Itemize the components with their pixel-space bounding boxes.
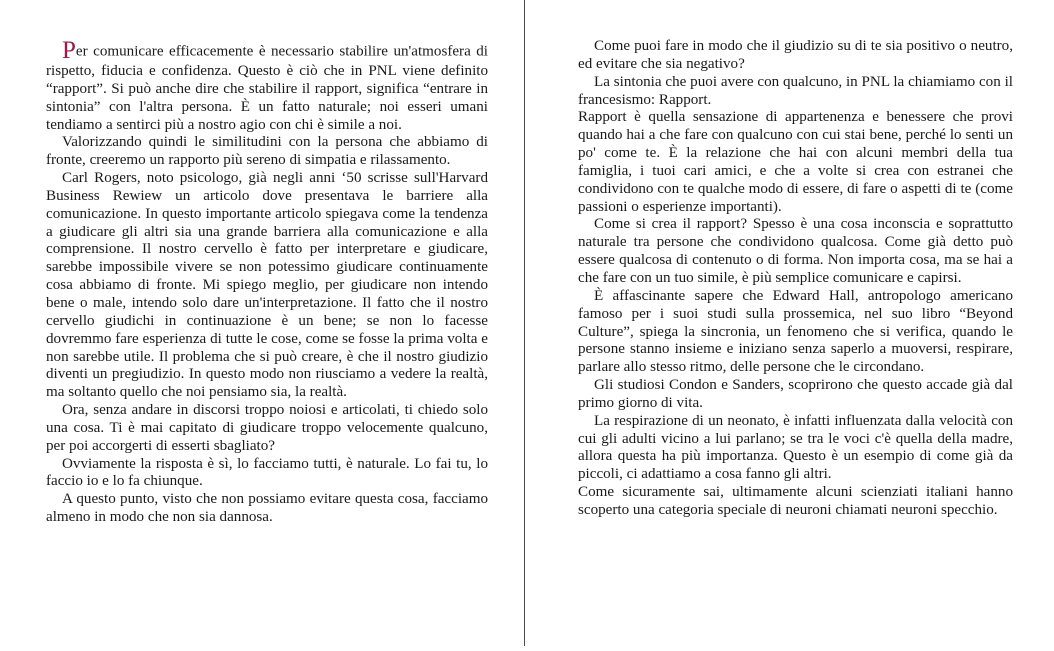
left-text-column [46,38,488,527]
paragraph: Come puoi fare in modo che il giudizio su di te sia positivo o neutro, ed evitare che sia negativo? [578,38,1013,72]
column-divider-rule [524,0,525,646]
paragraph: Rapport è quella sensazione di appartenenza e benessere che provi quando hai a che fare con qualcuno con cui stai bene, perché lo senti un po' come te. È la relazione che hai con alcuni membri della tua famiglia, i tuoi cari amici, e che a volte si crea con estranei che condividono con te qualche modo di essere, di fare o aspetti di te (come passioni o esperienze importanti). [578,109,1013,215]
paragraph: Valorizzando quindi le similitudini con la persona che abbiamo di fronte, creeremo un rapporto più sereno di simpatia e rilassamento. [46,134,488,169]
paragraph: La respirazione di un neonato, è infatti influenzata dalla velocità con cui gli adulti vicino a lui parlano; se tra le voci c'è quella della madre, allora questa ha più importanza. Questo è un esempio di come già da piccoli, ci adattiamo a cosa fanno gli altri. [578,412,1013,483]
paragraph: Come si crea il rapport? Spesso è una cosa inconscia e soprattutto naturale tra persone che condividono qualcosa. Come già detto può essere qualcosa di contenuto o di forma. Non importa cosa, ma se hai a che fare con un tuo simile, è più semplice comunicare e capirsi. [578,216,1013,286]
paragraph: Gli studiosi Condon e Sanders, scoprirono che questo accade già dal primo giorno di vita. [578,377,1013,411]
right-text-column [578,38,1013,520]
paragraph: Ovviamente la risposta è sì, lo facciamo tutti, è naturale. Lo fai tu, lo faccio io e lo fa chiunque. [46,455,488,490]
paragraph: Carl Rogers, noto psicologo, già negli anni ‘50 scrisse sull'Harvard Business Rewiew un articolo dove presentava le barriere alla comunicazione. In questo importante articolo spiegava come la tendenza a giudicare gli altri sia una grande barriera alla comunicazione e alla comprensione. Il nostro cervello è fatto per interpretare e giudicare, sarebbe impossibile vivere se non potessimo giudicare continuamente cosa abbiamo di fronte. Mi spiego meglio, per giudicare non intendo bene o male, intendo solo dare un'interpretazione. Il fatto che il nostro cervello giudichi in continuazione è un bene; se non lo facesse dovremmo fare esperienza di tutte le cose, come se fosse la prima volta e non sarebbe utile. Il problema che si può creare, è che il nostro giudizio diventi un pregiudizio. In questo modo non riusciamo a vedere la realtà, ma soltanto quello che noi pensiamo sia, la realtà. [46,170,488,401]
paragraph [46,38,488,134]
paragraph: A questo punto, visto che non possiamo evitare questa cosa, facciamo almeno in modo che non sia dannosa. [46,491,488,526]
paragraph-text: er comunicare efficacemente è necessario stabilire un'atmosfera di rispetto, fiducia e confidenza. Questo è ciò che in PNL viene definito “rapport”. Si può anche dire che stabilire il rapport, significa “entrare in sintonia” con l'altra persona. È un fatto naturale; noi esseri umani tendiamo a sentirci più a nostro agio con chi è simile a noi. [46,43,488,133]
paragraph: Ora, senza andare in discorsi troppo noiosi e articolati, ti chiedo solo una cosa. Ti è mai capitato di giudicare troppo velocemente qualcuno, per poi accorgerti di esserti sbagliato? [46,402,488,454]
paragraph: La sintonia che puoi avere con qualcuno, in PNL la chiamiamo con il francesismo: Rapport. [578,73,1013,108]
paragraph: È affascinante sapere che Edward Hall, antropologo americano famoso per i suoi studi sulla prossemica, nel suo libro “Beyond Culture”, spiega la sincronia, un fenomeno che si verifica, quando le persone stanno insieme e iniziano senza saperlo a muoversi, respirare, parlare allo stesso ritmo, delle persone che le circondano. [578,287,1013,376]
drop-cap-letter: P [62,37,76,64]
paragraph: Come sicuramente sai, ultimamente alcuni scienziati italiani hanno scoperto una categoria speciale di neuroni chiamati neuroni specchio. [578,484,1013,518]
